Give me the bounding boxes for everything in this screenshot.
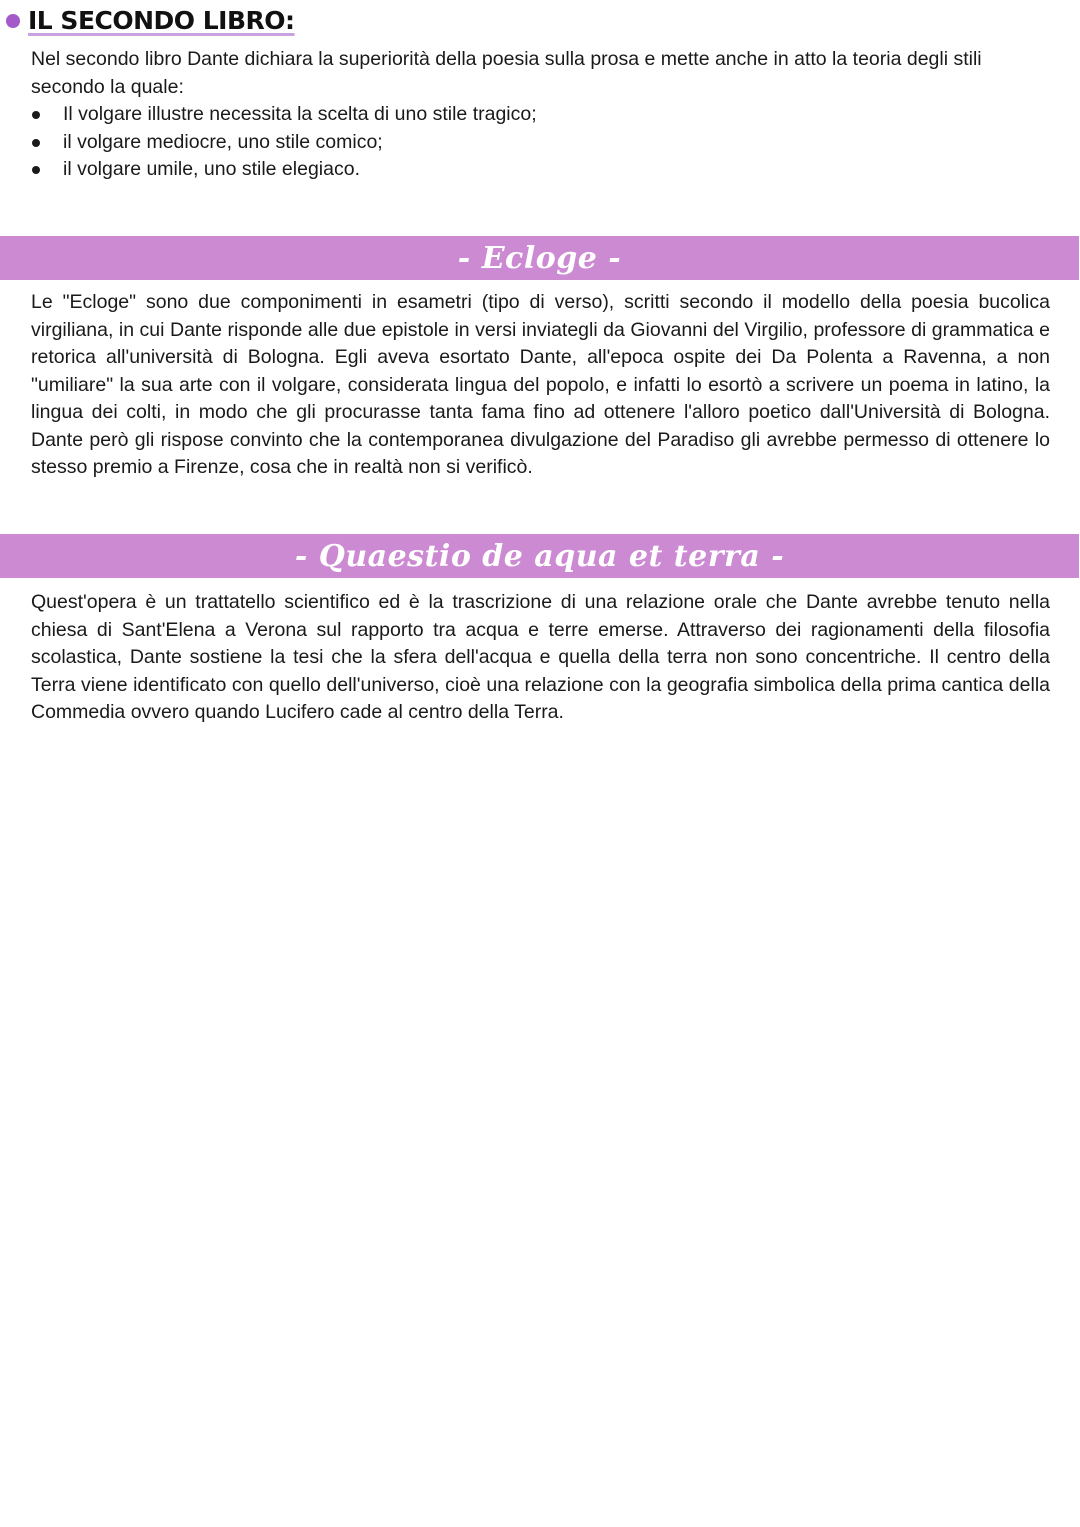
list-item-text: il volgare mediocre, uno stile comico; [63, 130, 383, 153]
list-item [31, 156, 537, 184]
second-book-title: IL SECONDO LIBRO: [28, 6, 295, 35]
quaestio-body: Quest'opera è un trattatello scientifico ed è la trascrizione di una relazione orale che Dante avrebbe tenuto nella chiesa di Sant'Elena a Verona sul rapporto tra acqua e terre emerse. Attraverso dei ragionamenti della filosofia scolastica, Dante sostiene la tesi che la sfera dell'acqua e quella della terra non sono concentriche. Il centro della Terra viene identificato con quello dell'universo, cioè una relazione con la geografia simbolica della prima cantica della Commedia ovvero quando Lucifero cade al centro della Terra. [31, 591, 1050, 723]
second-book-intro: Nel secondo libro Dante dichiara la superiorità della poesia sulla prosa e mette anche in atto la teoria degli stili secondo la quale: [31, 48, 982, 98]
bullet-icon [32, 139, 40, 147]
list-item-text: Il volgare illustre necessita la scelta di uno stile tragico; [63, 103, 537, 125]
ecloge-heading: - Ecloge - [457, 240, 622, 276]
ecloge-heading-band [0, 236, 1079, 280]
second-book-heading [6, 6, 295, 35]
list-item [31, 129, 537, 157]
quaestio-heading-band [0, 534, 1079, 578]
bullet-icon [32, 111, 40, 119]
purple-bullet-icon [6, 14, 20, 28]
styles-list [31, 101, 537, 184]
bullet-icon [32, 166, 40, 174]
quaestio-heading: - Quaestio de aqua et terra - [294, 538, 785, 574]
list-item [31, 101, 537, 129]
list-item-text: il volgare umile, uno stile elegiaco. [63, 158, 360, 180]
ecloge-body: Le "Ecloge" sono due componimenti in esametri (tipo di verso), scritti secondo il modello della poesia bucolica virgiliana, in cui Dante risponde alle due epistole in versi inviategli da Giovanni del Virgilio, professore di grammatica e retorica all'università di Bologna. Egli aveva esortato Dante, all'epoca ospite dei Da Polenta a Ravenna, a non "umiliare" la sua arte con il volgare, considerata lingua del popolo, e infatti lo esortò a scrivere un poema in latino, la lingua dei colti, in modo che gli procurasse tanta fama fino ad ottenere l'alloro poetico dall'Università di Bologna. Dante però gli rispose convinto che la contemporanea divulgazione del Paradiso gli avrebbe permesso di ottenere lo stesso premio a Firenze, cosa che in realtà non si verificò. [31, 291, 1050, 478]
